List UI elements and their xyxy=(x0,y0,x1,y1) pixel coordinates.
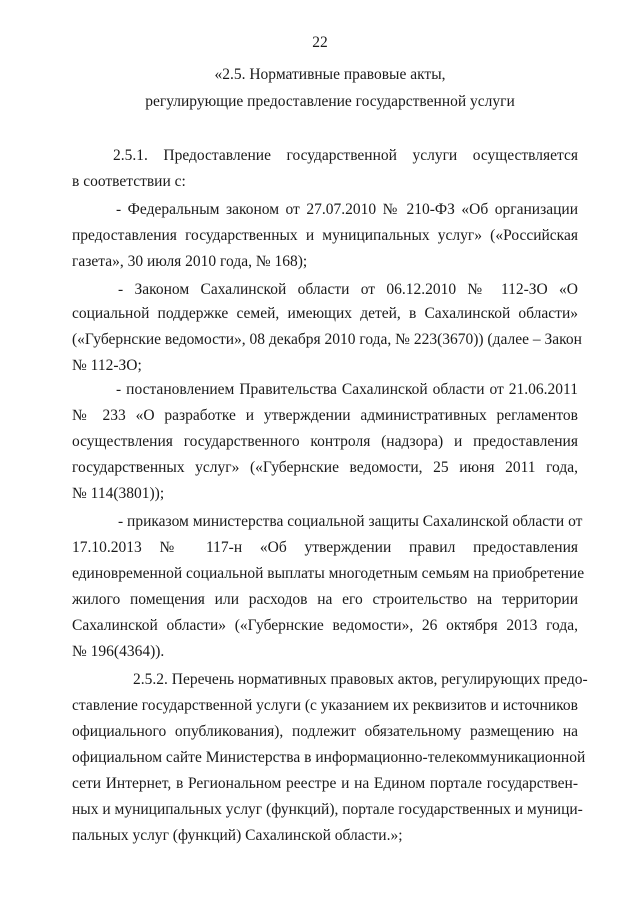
text-line: официальном сайте Министерства в информационно-телекоммуникационной xyxy=(72,749,586,766)
text-line: осуществления государственного контроля (надзора) и предоставления xyxy=(72,433,578,450)
text-line: № 196(4364)). xyxy=(72,643,165,660)
text-line: 2.5.1. Предоставление государственной услуги осуществляется xyxy=(113,147,578,164)
text-line: жилого помещения или расходов на его строительство на территории xyxy=(72,591,578,608)
text-line: 2.5.2. Перечень нормативных правовых актов, регулирующих предо- xyxy=(133,671,588,688)
section-heading-line-1: «2.5. Нормативные правовые акты, xyxy=(214,66,446,83)
text-line: Сахалинской области» («Губернские ведомости», 26 октября 2013 года, xyxy=(72,617,578,634)
text-line: № 233 «О разработке и утверждении административных регламентов xyxy=(72,407,578,424)
page-number: 22 xyxy=(312,34,328,51)
text-line: социальной поддержке семей, имеющих детей, в Сахалинской области» xyxy=(72,305,578,322)
text-line: («Губернские ведомости», 08 декабря 2010 года, № 223(3670)) (далее – Закон xyxy=(72,331,582,348)
text-line: единовременной социальной выплаты многодетным семьям на приобретение xyxy=(72,565,585,582)
text-line: ставление государственной услуги (с указанием их реквизитов и источников xyxy=(72,697,578,714)
text-line: государственных услуг» («Губернские ведомости, 25 июня 2011 года, xyxy=(72,459,578,476)
text-line: сети Интернет, в Региональном реестре и на Едином портале государствен- xyxy=(72,775,578,792)
text-line: - Федеральным законом от 27.07.2010 № 210-ФЗ «Об организации xyxy=(116,201,578,218)
text-line: в соответствии с: xyxy=(72,173,186,190)
text-line: - приказом министерства социальной защиты Сахалинской области от xyxy=(118,513,583,530)
text-line: пальных услуг (функций) Сахалинской области.»; xyxy=(72,827,403,844)
text-line: № 114(3801)); xyxy=(72,485,165,502)
text-line: газета», 30 июля 2010 года, № 168); xyxy=(72,253,308,270)
text-line: № 112-ЗО; xyxy=(72,357,142,374)
text-line: 17.10.2013 № 117-н «Об утверждении правил предоставления xyxy=(72,539,578,556)
text-line: предоставления государственных и муниципальных услуг» («Российская xyxy=(72,227,578,244)
text-line: официального опубликования), подлежит обязательному размещению на xyxy=(72,723,578,740)
text-line: - Законом Сахалинской области от 06.12.2010 № 112-ЗО «О xyxy=(118,281,578,298)
text-line: ных и муниципальных услуг (функций), портале государственных и муници- xyxy=(72,801,583,818)
text-line: - постановлением Правительства Сахалинской области от 21.06.2011 xyxy=(116,381,578,398)
section-heading-line-2: регулирующие предоставление государственной услуги xyxy=(145,93,515,110)
